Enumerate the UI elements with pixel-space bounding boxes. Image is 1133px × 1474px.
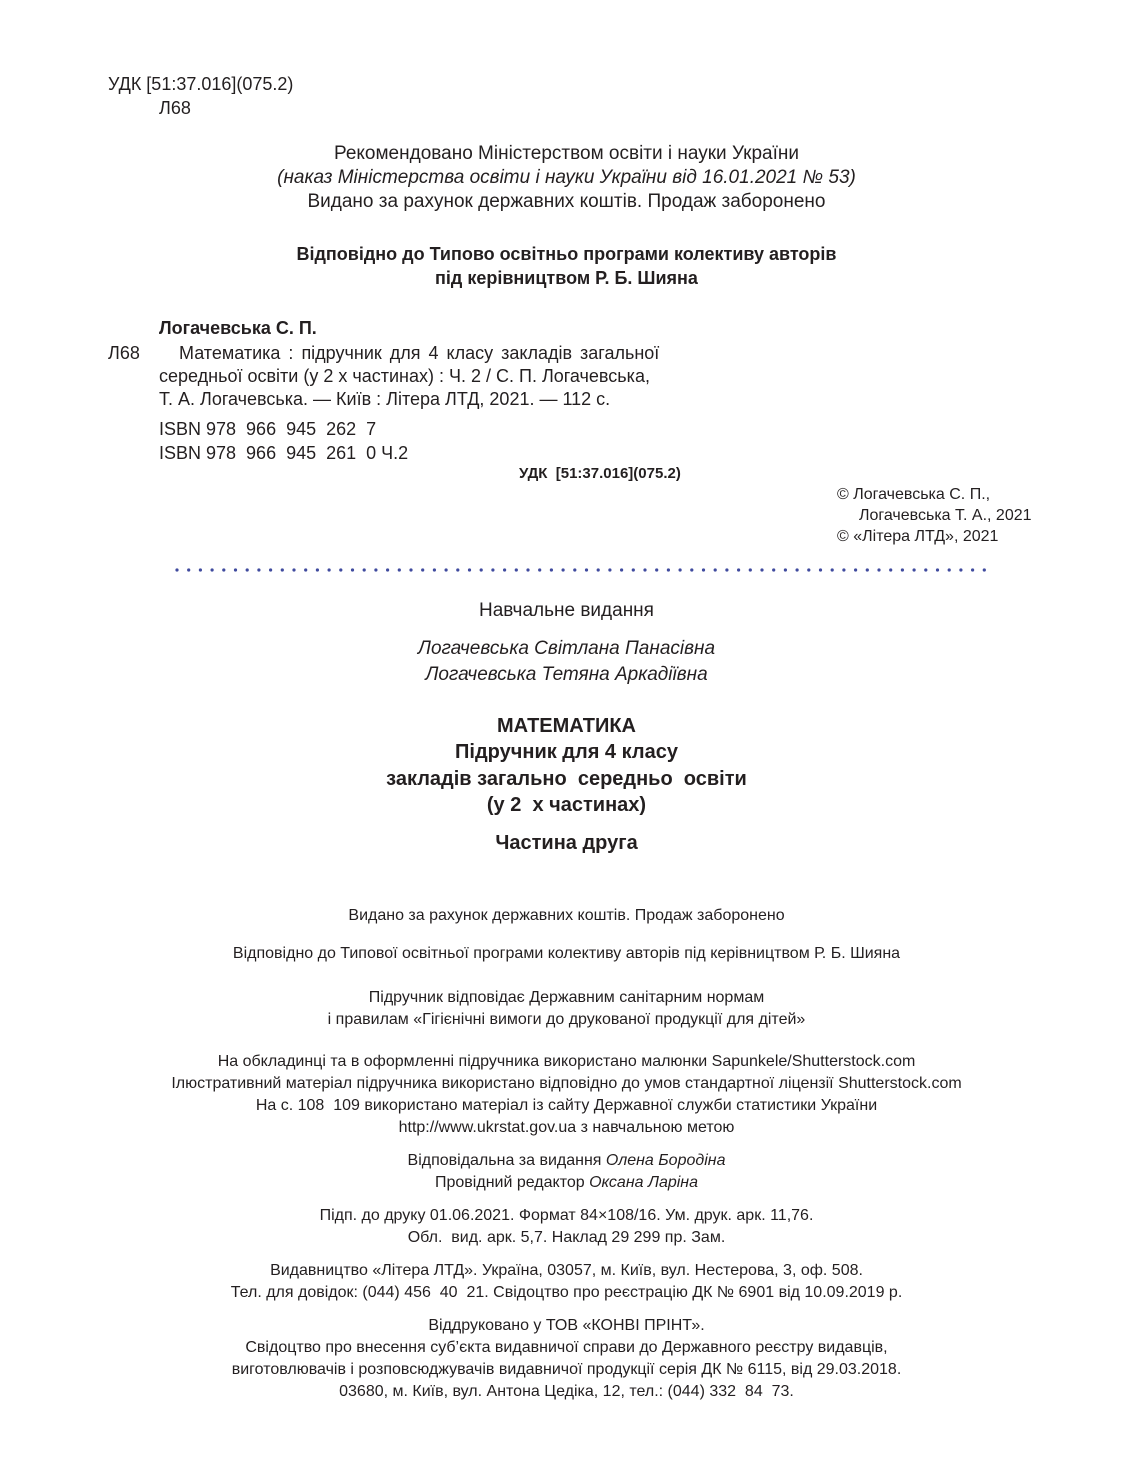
separator-dot xyxy=(503,568,506,571)
separator-dot xyxy=(281,568,284,571)
dotted-separator xyxy=(174,565,990,575)
separator-dot xyxy=(608,568,611,571)
catalog-code: Л68 xyxy=(108,343,140,363)
separator-dot xyxy=(386,568,389,571)
separator-dot xyxy=(877,568,880,571)
separator-dot xyxy=(187,568,190,571)
separator-dot xyxy=(679,568,682,571)
separator-dot xyxy=(901,568,904,571)
separator-dot xyxy=(714,568,717,571)
separator-dot xyxy=(421,568,424,571)
edition-subtitle-3: (у 2 х частинах) xyxy=(486,794,647,816)
separator-dot xyxy=(737,568,740,571)
responsible-name: Олена Бородіна xyxy=(605,1152,726,1169)
catalog-line-2: середньої освіти (у 2 х частинах) : Ч. 2 / С. П. Логачевська, xyxy=(159,366,650,386)
recommendation-line-1: Рекомендовано Міністерством освіти і науки України xyxy=(333,143,799,164)
separator-dot xyxy=(725,568,728,571)
details-illus-2: Ілюстративний матеріал підручника використано відповідно до умов стандартної ліцензії Shutterstock.com xyxy=(171,1075,962,1092)
separator-dot xyxy=(597,568,600,571)
details-printer-1: Віддруковано у ТОВ «КОНВІ ПРІНТ». xyxy=(428,1317,705,1334)
separator-dot xyxy=(913,568,916,571)
separator-dot xyxy=(562,568,565,571)
separator-dot xyxy=(772,568,775,571)
separator-dot xyxy=(643,568,646,571)
udk-header: УДК [51:37.016](075.2) xyxy=(108,74,294,94)
details-sanitary-1: Підручник відповідає Державним санітарним нормам xyxy=(368,989,765,1006)
separator-dot xyxy=(246,568,249,571)
separator-dot xyxy=(924,568,927,571)
responsible-label: Відповідальна за видання xyxy=(407,1152,602,1169)
separator-dot xyxy=(573,568,576,571)
separator-dot xyxy=(690,568,693,571)
separator-dot xyxy=(515,568,518,571)
catalog-isbn-2: ISBN 978 966 945 261 0 Ч.2 xyxy=(159,443,409,463)
separator-dot xyxy=(222,568,225,571)
separator-dot xyxy=(538,568,541,571)
edition-subtitle-2: закладів загально середньо освіти xyxy=(386,768,747,790)
separator-dot xyxy=(363,568,366,571)
edition-type: Навчальне видання xyxy=(479,600,654,621)
edition-author-2: Логачевська Тетяна Аркадіївна xyxy=(425,664,708,685)
details-funding: Видано за рахунок державних коштів. Продаж заборонено xyxy=(348,907,785,924)
separator-dot xyxy=(468,568,471,571)
copyright-line-3: © «Літера ЛТД», 2021 xyxy=(837,528,999,545)
separator-dot xyxy=(456,568,459,571)
catalog-author: Логачевська С. П. xyxy=(159,318,317,338)
copyright-line-2: Логачевська Т. А., 2021 xyxy=(859,507,1032,524)
catalog-line-3: Т. А. Логачевська. — Київ : Літера ЛТД, 2021. — 112 с. xyxy=(159,389,611,409)
edition-author-1: Логачевська Світлана Панасівна xyxy=(417,638,716,659)
copyright-line-1: © Логачевська С. П., xyxy=(837,486,991,503)
separator-dot xyxy=(948,568,951,571)
separator-dot xyxy=(351,568,354,571)
separator-dot xyxy=(398,568,401,571)
separator-dot xyxy=(585,568,588,571)
editor-label: Провідний редактор xyxy=(435,1174,585,1191)
separator-dot xyxy=(292,568,295,571)
catalog-line-1: Математика : підручник для 4 класу закладів загальної xyxy=(179,343,660,363)
catalog-isbn-1: ISBN 978 966 945 262 7 xyxy=(159,419,377,439)
udk-code: Л68 xyxy=(159,98,191,118)
separator-dot xyxy=(936,568,939,571)
separator-dot xyxy=(983,568,986,571)
separator-dot xyxy=(550,568,553,571)
separator-dot xyxy=(328,568,331,571)
edition-part: Частина друга xyxy=(495,832,638,854)
program-line-2: під керівництвом Р. Б. Шияна xyxy=(435,268,698,288)
separator-dot xyxy=(971,568,974,571)
program-line-1: Відповідно до Типово освітньо програми колективу авторів xyxy=(296,244,837,264)
separator-dot xyxy=(620,568,623,571)
separator-dot xyxy=(409,568,412,571)
separator-dot xyxy=(760,568,763,571)
details-printer-2: Свідоцтво про внесення суб’єкта видавничої справи до Державного реєстру видавців, xyxy=(245,1339,888,1356)
separator-dot xyxy=(807,568,810,571)
separator-dot xyxy=(316,568,319,571)
separator-dot xyxy=(526,568,529,571)
separator-dot xyxy=(819,568,822,571)
catalog-udk: УДК [51:37.016](075.2) xyxy=(519,465,681,482)
edition-subtitle-1: Підручник для 4 класу xyxy=(455,741,678,763)
separator-dot xyxy=(480,568,483,571)
details-print-2: Обл. вид. арк. 5,7. Наклад 29 299 пр. Зам. xyxy=(407,1229,726,1246)
details-program: Відповідно до Типової освітньої програми колективу авторів під керівництвом Р. Б. Шияна xyxy=(232,945,901,962)
separator-dot xyxy=(842,568,845,571)
separator-dot xyxy=(175,568,178,571)
details-publisher-2: Тел. для довідок: (044) 456 40 21. Свідоцтво про реєстрацію ДК № 6901 від 10.09.2019 р. xyxy=(230,1284,903,1301)
recommendation-line-3: Видано за рахунок державних коштів. Продаж заборонено xyxy=(307,191,826,212)
separator-dot xyxy=(959,568,962,571)
separator-dot xyxy=(854,568,857,571)
separator-dot xyxy=(749,568,752,571)
separator-dot xyxy=(445,568,448,571)
details-print-1: Підп. до друку 01.06.2021. Формат 84×108/16. Ум. друк. арк. 11,76. xyxy=(319,1207,814,1224)
details-responsible xyxy=(0,1150,1133,1171)
details-illus-3: На с. 108 109 використано матеріал із сайту Державної служби статистики України xyxy=(255,1097,878,1114)
details-sanitary-2: і правилам «Гігієнічні вимоги до друкованої продукції для дітей» xyxy=(327,1011,806,1028)
separator-dot xyxy=(889,568,892,571)
recommendation-line-2: (наказ Міністерства освіти і науки України від 16.01.2021 № 53) xyxy=(277,167,856,188)
separator-dot xyxy=(831,568,834,571)
separator-dot xyxy=(784,568,787,571)
separator-dot xyxy=(796,568,799,571)
separator-dot xyxy=(374,568,377,571)
editor-name: Оксана Ларіна xyxy=(589,1174,698,1191)
separator-dot xyxy=(211,568,214,571)
details-publisher-1: Видавництво «Літера ЛТД». Україна, 03057, м. Київ, вул. Нестерова, 3, оф. 508. xyxy=(270,1262,863,1279)
edition-title: МАТЕМАТИКА xyxy=(496,715,636,737)
separator-dot xyxy=(866,568,869,571)
separator-dot xyxy=(702,568,705,571)
separator-dot xyxy=(304,568,307,571)
separator-dot xyxy=(433,568,436,571)
separator-dot xyxy=(667,568,670,571)
details-printer-3: виготовлювачів і розповсюджувачів видавничої продукції серія ДК № 6115, від 29.03.2018. xyxy=(231,1361,902,1378)
separator-dot xyxy=(234,568,237,571)
separator-dot xyxy=(269,568,272,571)
separator-dot xyxy=(339,568,342,571)
separator-dot xyxy=(199,568,202,571)
details-editor xyxy=(0,1172,1133,1193)
separator-dot xyxy=(491,568,494,571)
separator-dot xyxy=(632,568,635,571)
details-illus-1: На обкладинці та в оформленні підручника використано малюнки Sapunkele/Shutterstock.com xyxy=(217,1053,916,1070)
details-printer-4: 03680, м. Київ, вул. Антона Цедіка, 12, тел.: (044) 332 84 73. xyxy=(339,1383,794,1400)
separator-dot xyxy=(257,568,260,571)
separator-dot xyxy=(655,568,658,571)
details-illus-4: http://www.ukrstat.gov.ua з навчальною метою xyxy=(398,1119,735,1136)
